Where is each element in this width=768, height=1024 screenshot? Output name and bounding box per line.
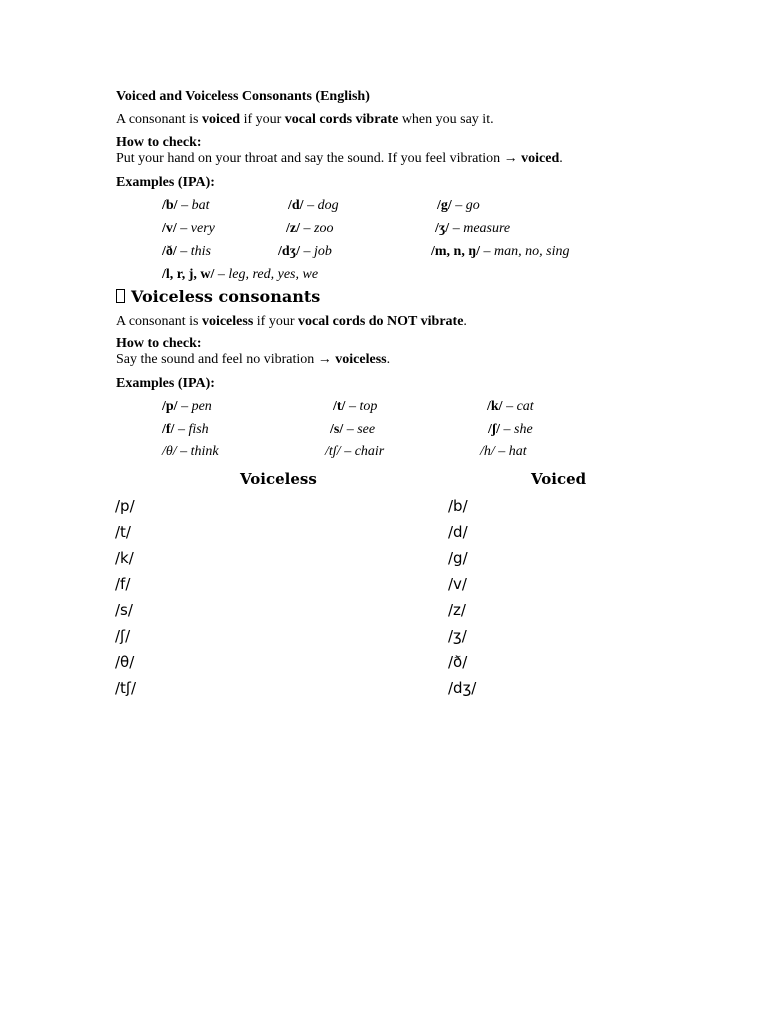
table-cell-voiceless: /f/ xyxy=(115,575,131,593)
table-cell-voiceless: /tʃ/ xyxy=(115,679,137,697)
table-cell-voiced: /ʒ/ xyxy=(448,627,467,645)
voiceless-how-to-check-label: How to check: xyxy=(116,336,202,351)
example-voiceless-p: /p/ – pen xyxy=(162,399,212,414)
table-cell-voiced: /z/ xyxy=(448,601,466,619)
table-cell-voiced: /ð/ xyxy=(448,653,468,671)
voiced-how-to-check-text: Put your hand on your throat and say the sound. If you feel vibration → voiced. xyxy=(116,151,563,166)
table-cell-voiced: /b/ xyxy=(448,497,468,515)
example-voiced-d: /d/ – dog xyxy=(288,198,339,213)
voiceless-examples-label: Examples (IPA): xyxy=(116,376,215,391)
example-voiced-approximants: /l, r, j, w/ – leg, red, yes, we xyxy=(162,267,319,282)
voiceless-definition: A consonant is voiceless if your vocal cords do NOT vibrate. xyxy=(116,314,467,329)
table-header-voiceless: Voiceless xyxy=(240,470,317,488)
example-voiceless-tsh: /tʃ/ – chair xyxy=(325,444,385,459)
table-header-voiced: Voiced xyxy=(531,470,587,488)
example-voiced-g: /g/ – go xyxy=(437,198,480,213)
table-cell-voiced: /d/ xyxy=(448,523,468,541)
table-cell-voiced: /v/ xyxy=(448,575,467,593)
example-voiceless-f: /f/ – fish xyxy=(162,422,209,437)
table-cell-voiced: /g/ xyxy=(448,549,468,567)
voiced-examples-label: Examples (IPA): xyxy=(116,175,215,190)
example-voiced-v: /v/ – very xyxy=(162,221,215,236)
missing-glyph-icon xyxy=(116,289,125,303)
table-cell-voiceless: /p/ xyxy=(115,497,135,515)
example-voiceless-s: /s/ – see xyxy=(330,422,376,437)
voiceless-how-to-check-text: Say the sound and feel no vibration → voiceless. xyxy=(116,352,391,367)
table-cell-voiceless: /k/ xyxy=(115,549,134,567)
example-voiced-b: /b/ – bat xyxy=(162,198,210,213)
table-cell-voiced: /dʒ/ xyxy=(448,679,477,697)
example-voiceless-t: /t/ – top xyxy=(333,399,378,414)
example-voiced-eth: /ð/ – this xyxy=(162,244,212,259)
example-voiced-z: /z/ – zoo xyxy=(286,221,334,236)
voiced-definition: A consonant is voiced if your vocal cords vibrate when you say it. xyxy=(116,112,494,127)
table-cell-voiceless: /ʃ/ xyxy=(115,627,131,645)
table-cell-voiceless: /θ/ xyxy=(115,653,135,671)
example-voiced-dzh: /dʒ/ – job xyxy=(278,244,332,259)
voiceless-heading: Voiceless consonants xyxy=(116,287,320,307)
document-title: Voiced and Voiceless Consonants (English) xyxy=(116,89,370,104)
example-voiceless-h: /h/ – hat xyxy=(480,444,527,459)
example-voiceless-k: /k/ – cat xyxy=(487,399,534,414)
example-voiced-zh: /ʒ/ – measure xyxy=(435,221,511,236)
table-cell-voiceless: /t/ xyxy=(115,523,131,541)
example-voiceless-sh: /ʃ/ – she xyxy=(488,422,533,437)
example-voiced-nasals: /m, n, ŋ/ – man, no, sing xyxy=(431,244,570,259)
voiced-how-to-check-label: How to check: xyxy=(116,135,202,150)
example-voiceless-theta: /θ/ – think xyxy=(162,444,219,459)
table-cell-voiceless: /s/ xyxy=(115,601,133,619)
